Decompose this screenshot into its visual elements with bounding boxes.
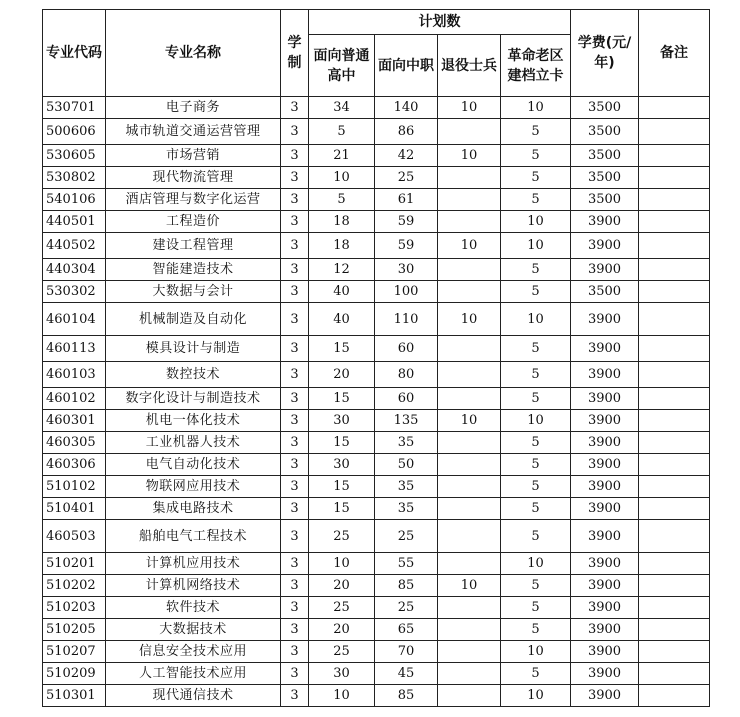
cell-fee: 3900 [571,410,639,432]
cell-general: 25 [309,641,375,663]
cell-vocational: 35 [375,476,438,498]
cell-general: 34 [309,97,375,119]
header-revolutionary: 革命老区建档立卡 [501,35,571,97]
cell-revolutionary: 10 [501,410,571,432]
cell-veterans [438,259,501,281]
cell-fee: 3900 [571,685,639,707]
cell-veterans [438,641,501,663]
cell-general: 20 [309,619,375,641]
cell-notes [639,233,710,259]
cell-revolutionary: 5 [501,498,571,520]
cell-notes [639,388,710,410]
cell-vocational: 60 [375,336,438,362]
cell-revolutionary: 5 [501,336,571,362]
cell-name: 电气自动化技术 [106,454,281,476]
cell-vocational: 85 [375,685,438,707]
cell-vocational: 35 [375,432,438,454]
cell-name: 现代通信技术 [106,685,281,707]
cell-general: 30 [309,454,375,476]
cell-revolutionary: 5 [501,145,571,167]
cell-general: 5 [309,119,375,145]
cell-general: 30 [309,410,375,432]
cell-vocational: 85 [375,575,438,597]
header-fee: 学费(元/年) [571,10,639,97]
cell-notes [639,685,710,707]
cell-general: 21 [309,145,375,167]
cell-vocational: 65 [375,619,438,641]
table-header [43,10,710,97]
cell-name: 软件技术 [106,597,281,619]
cell-veterans: 10 [438,97,501,119]
cell-fee: 3500 [571,97,639,119]
cell-vocational: 50 [375,454,438,476]
cell-years: 3 [281,641,309,663]
cell-notes [639,641,710,663]
cell-revolutionary: 5 [501,362,571,388]
cell-general: 40 [309,281,375,303]
cell-notes [639,410,710,432]
cell-years: 3 [281,685,309,707]
cell-code: 530701 [43,97,106,119]
cell-veterans: 10 [438,575,501,597]
table-row [43,553,710,575]
cell-name: 建设工程管理 [106,233,281,259]
cell-fee: 3900 [571,575,639,597]
cell-revolutionary: 5 [501,259,571,281]
cell-revolutionary: 10 [501,685,571,707]
cell-years: 3 [281,388,309,410]
table-row [43,388,710,410]
cell-fee: 3900 [571,303,639,336]
cell-vocational: 61 [375,189,438,211]
cell-fee: 3900 [571,362,639,388]
cell-notes [639,97,710,119]
cell-years: 3 [281,303,309,336]
cell-general: 15 [309,498,375,520]
cell-code: 510401 [43,498,106,520]
cell-fee: 3900 [571,432,639,454]
cell-fee: 3500 [571,281,639,303]
cell-code: 440304 [43,259,106,281]
cell-name: 集成电路技术 [106,498,281,520]
cell-code: 460102 [43,388,106,410]
cell-veterans: 10 [438,410,501,432]
cell-general: 12 [309,259,375,281]
cell-revolutionary: 10 [501,233,571,259]
cell-veterans [438,597,501,619]
cell-years: 3 [281,189,309,211]
cell-veterans [438,167,501,189]
cell-name: 电子商务 [106,97,281,119]
cell-years: 3 [281,663,309,685]
table-row [43,432,710,454]
cell-general: 25 [309,520,375,553]
cell-code: 510301 [43,685,106,707]
cell-veterans [438,432,501,454]
cell-vocational: 60 [375,388,438,410]
table-row [43,410,710,432]
cell-fee: 3900 [571,233,639,259]
cell-years: 3 [281,432,309,454]
cell-code: 440501 [43,211,106,233]
cell-veterans [438,281,501,303]
cell-general: 10 [309,685,375,707]
cell-code: 500606 [43,119,106,145]
table-row [43,281,710,303]
cell-code: 460104 [43,303,106,336]
cell-general: 15 [309,388,375,410]
table-row [43,575,710,597]
header-notes: 备注 [639,10,710,97]
cell-veterans [438,619,501,641]
cell-fee: 3900 [571,498,639,520]
cell-vocational: 30 [375,259,438,281]
cell-veterans [438,119,501,145]
cell-revolutionary: 10 [501,553,571,575]
cell-revolutionary: 5 [501,575,571,597]
cell-fee: 3900 [571,663,639,685]
table-row [43,259,710,281]
table-row [43,663,710,685]
cell-fee: 3900 [571,259,639,281]
cell-years: 3 [281,619,309,641]
cell-vocational: 25 [375,520,438,553]
cell-vocational: 110 [375,303,438,336]
cell-revolutionary: 10 [501,97,571,119]
cell-code: 460301 [43,410,106,432]
cell-vocational: 35 [375,498,438,520]
cell-notes [639,619,710,641]
cell-revolutionary: 5 [501,167,571,189]
cell-notes [639,211,710,233]
cell-fee: 3900 [571,388,639,410]
cell-veterans [438,685,501,707]
cell-vocational: 70 [375,641,438,663]
cell-name: 工程造价 [106,211,281,233]
cell-vocational: 140 [375,97,438,119]
cell-revolutionary: 5 [501,520,571,553]
cell-general: 10 [309,167,375,189]
cell-years: 3 [281,119,309,145]
cell-veterans: 10 [438,303,501,336]
cell-revolutionary: 5 [501,476,571,498]
cell-notes [639,119,710,145]
cell-code: 460103 [43,362,106,388]
cell-code: 530605 [43,145,106,167]
cell-notes [639,303,710,336]
cell-code: 460113 [43,336,106,362]
cell-fee: 3900 [571,336,639,362]
cell-notes [639,189,710,211]
cell-revolutionary: 10 [501,303,571,336]
table-row [43,619,710,641]
cell-vocational: 42 [375,145,438,167]
cell-code: 510102 [43,476,106,498]
cell-name: 市场营销 [106,145,281,167]
cell-notes [639,498,710,520]
cell-general: 5 [309,189,375,211]
cell-fee: 3900 [571,520,639,553]
table-row [43,685,710,707]
cell-veterans [438,211,501,233]
cell-vocational: 25 [375,167,438,189]
cell-code: 460305 [43,432,106,454]
cell-years: 3 [281,520,309,553]
cell-years: 3 [281,145,309,167]
cell-notes [639,553,710,575]
cell-fee: 3900 [571,476,639,498]
cell-code: 510205 [43,619,106,641]
table-row [43,119,710,145]
cell-veterans [438,336,501,362]
cell-code: 440502 [43,233,106,259]
header-vocational: 面向中职 [375,35,438,97]
cell-fee: 3500 [571,119,639,145]
table-row [43,211,710,233]
cell-veterans [438,362,501,388]
cell-name: 机电一体化技术 [106,410,281,432]
cell-code: 530802 [43,167,106,189]
cell-veterans [438,388,501,410]
cell-fee: 3900 [571,619,639,641]
cell-name: 人工智能技术应用 [106,663,281,685]
cell-vocational: 80 [375,362,438,388]
cell-vocational: 86 [375,119,438,145]
cell-name: 大数据技术 [106,619,281,641]
cell-code: 530302 [43,281,106,303]
cell-general: 25 [309,597,375,619]
cell-name: 数字化设计与制造技术 [106,388,281,410]
cell-years: 3 [281,575,309,597]
cell-notes [639,663,710,685]
table-row [43,145,710,167]
cell-years: 3 [281,211,309,233]
header-veterans: 退役士兵 [438,35,501,97]
cell-veterans: 10 [438,145,501,167]
cell-notes [639,362,710,388]
enrollment-plan-table [42,9,710,707]
cell-vocational: 45 [375,663,438,685]
cell-years: 3 [281,167,309,189]
table-row [43,362,710,388]
header-years: 学制 [281,10,309,97]
table-row [43,189,710,211]
table-row [43,476,710,498]
cell-revolutionary: 5 [501,619,571,641]
cell-veterans [438,498,501,520]
cell-years: 3 [281,281,309,303]
cell-general: 20 [309,575,375,597]
cell-general: 30 [309,663,375,685]
cell-vocational: 135 [375,410,438,432]
cell-code: 510203 [43,597,106,619]
cell-veterans [438,520,501,553]
cell-revolutionary: 5 [501,189,571,211]
cell-veterans [438,454,501,476]
table-row [43,498,710,520]
table-row [43,336,710,362]
cell-notes [639,167,710,189]
cell-notes [639,476,710,498]
cell-vocational: 55 [375,553,438,575]
cell-years: 3 [281,362,309,388]
table-row [43,641,710,663]
cell-code: 510209 [43,663,106,685]
cell-general: 15 [309,476,375,498]
cell-name: 机械制造及自动化 [106,303,281,336]
cell-notes [639,281,710,303]
cell-name: 酒店管理与数字化运营 [106,189,281,211]
cell-name: 模具设计与制造 [106,336,281,362]
cell-name: 物联网应用技术 [106,476,281,498]
cell-fee: 3500 [571,189,639,211]
cell-code: 510207 [43,641,106,663]
cell-general: 15 [309,432,375,454]
cell-notes [639,259,710,281]
cell-years: 3 [281,597,309,619]
header-code: 专业代码 [43,10,106,97]
cell-name: 计算机网络技术 [106,575,281,597]
cell-years: 3 [281,553,309,575]
cell-revolutionary: 5 [501,432,571,454]
cell-code: 460306 [43,454,106,476]
table-row [43,97,710,119]
cell-notes [639,145,710,167]
cell-years: 3 [281,259,309,281]
header-plan: 计划数 [309,10,571,35]
cell-revolutionary: 5 [501,663,571,685]
cell-fee: 3900 [571,597,639,619]
cell-general: 20 [309,362,375,388]
table-row [43,233,710,259]
cell-fee: 3900 [571,641,639,663]
cell-name: 智能建造技术 [106,259,281,281]
cell-revolutionary: 10 [501,211,571,233]
cell-general: 15 [309,336,375,362]
cell-name: 现代物流管理 [106,167,281,189]
cell-fee: 3500 [571,167,639,189]
cell-code: 460503 [43,520,106,553]
cell-fee: 3900 [571,454,639,476]
cell-veterans [438,553,501,575]
table-row [43,303,710,336]
cell-code: 510202 [43,575,106,597]
cell-name: 船舶电气工程技术 [106,520,281,553]
cell-revolutionary: 5 [501,281,571,303]
cell-code: 510201 [43,553,106,575]
cell-general: 10 [309,553,375,575]
cell-years: 3 [281,410,309,432]
cell-years: 3 [281,336,309,362]
cell-general: 40 [309,303,375,336]
cell-veterans [438,476,501,498]
table-row [43,520,710,553]
cell-revolutionary: 5 [501,119,571,145]
header-general: 面向普通高中 [309,35,375,97]
cell-notes [639,575,710,597]
cell-name: 城市轨道交通运营管理 [106,119,281,145]
cell-veterans: 10 [438,233,501,259]
cell-years: 3 [281,476,309,498]
cell-general: 18 [309,211,375,233]
cell-revolutionary: 10 [501,641,571,663]
cell-years: 3 [281,233,309,259]
cell-revolutionary: 5 [501,388,571,410]
header-name: 专业名称 [106,10,281,97]
cell-code: 540106 [43,189,106,211]
cell-revolutionary: 5 [501,597,571,619]
cell-notes [639,432,710,454]
cell-notes [639,454,710,476]
cell-revolutionary: 5 [501,454,571,476]
cell-name: 大数据与会计 [106,281,281,303]
cell-name: 数控技术 [106,362,281,388]
cell-name: 信息安全技术应用 [106,641,281,663]
cell-general: 18 [309,233,375,259]
cell-notes [639,336,710,362]
cell-years: 3 [281,454,309,476]
table-row [43,454,710,476]
table-row [43,597,710,619]
table-row [43,167,710,189]
cell-name: 工业机器人技术 [106,432,281,454]
cell-name: 计算机应用技术 [106,553,281,575]
cell-years: 3 [281,97,309,119]
cell-vocational: 25 [375,597,438,619]
cell-veterans [438,663,501,685]
cell-notes [639,597,710,619]
cell-vocational: 59 [375,211,438,233]
cell-fee: 3900 [571,211,639,233]
cell-vocational: 100 [375,281,438,303]
table-body [43,97,710,707]
cell-notes [639,520,710,553]
cell-fee: 3500 [571,145,639,167]
cell-fee: 3900 [571,553,639,575]
cell-veterans [438,189,501,211]
cell-years: 3 [281,498,309,520]
cell-vocational: 59 [375,233,438,259]
